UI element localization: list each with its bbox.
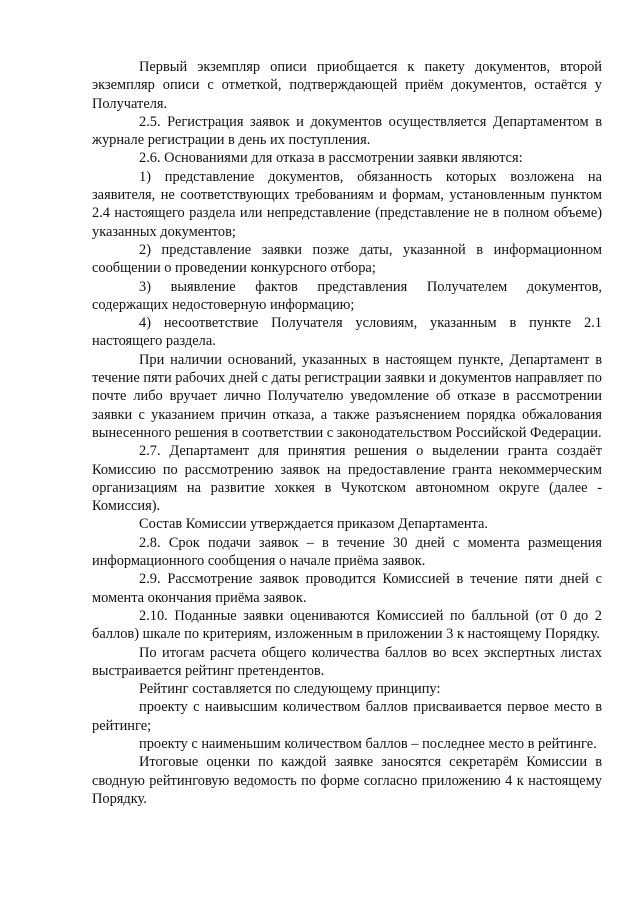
paragraph-inventory-copies: Первый экземпляр описи приобщается к пакету документов, второй экземпляр описи с отметкой, подтверждающей приём документов, остаётся у Получателя. [92,59,602,112]
paragraph-2-9: 2.9. Рассмотрение заявок проводится Комиссией в течение пяти дней с момента окончания приёма заявок. [92,571,602,606]
list-item-refusal-4: 4) несоответствие Получателя условиям, указанным в пункте 2.1 настоящего раздела. [92,315,602,350]
list-item-refusal-2: 2) представление заявки позже даты, указанной в информационном сообщении о проведении конкурсного отбора; [92,241,602,277]
paragraph-2-10: 2.10. Поданные заявки оцениваются Комиссией по балльной (от 0 до 2 баллов) шкале по критериям, изложенным в приложении 3 к настоящему Порядку. [92,607,602,643]
paragraph-2-7: 2.7. Департамент для принятия решения о выделении гранта создаёт Комиссию по рассмотрению заявок на предоставление гранта некоммерческим организациям на развитие хоккея в Чукотском автономном округе (далее - Комиссия). [92,443,602,515]
paragraph-2-5: 2.5. Регистрация заявок и документов осуществляется Департаментом в журнале регистрации в день их поступления. [92,113,602,149]
list-item-refusal-3: 3) выявление фактов представления Получателем документов, содержащих недостоверную информацию; [92,278,602,313]
paragraph-2-6: 2.6. Основаниями для отказа в рассмотрении заявки являются: [139,150,523,167]
paragraph-rating-build: По итогам расчета общего количества баллов во всех экспертных листах выстраивается рейтинг претендентов. [92,644,602,679]
list-item-rating-last: проекту с наименьшим количеством баллов – последнее место в рейтинге. [139,735,597,752]
paragraph-rating-principle: Рейтинг составляется по следующему принципу: [139,681,441,698]
paragraph-refusal-notice: При наличии оснований, указанных в настоящем пункте, Департамент в течение пяти рабочих дней с даты регистрации заявки и документов направляет по почте либо вручает лично Получателю уведомление об отказе в рассмотрении заявки с указанием причин отказа, а также разъяснением порядка обжалования вынесенного решения в соответствии с законодательством Российской Федерации. [92,351,602,441]
paragraph-commission-composition: Состав Комиссии утверждается приказом Департамента. [139,516,489,533]
paragraph-2-8: 2.8. Срок подачи заявок – в течение 30 дней с момента размещения информационного сообщения о начале приёма заявок. [92,534,602,570]
list-item-refusal-1: 1) представление документов, обязанность которых возложена на заявителя, не соответствующих требованиям и формам, установленным пунктом 2.4 настоящего раздела или непредставление (представление не в полном объеме) указанных документов; [92,168,602,240]
list-item-rating-first: проекту с наивысшим количеством баллов присваивается первое место в рейтинге; [92,699,602,734]
paragraph-final-scores: Итоговые оценки по каждой заявке заносятся секретарём Комиссии в сводную рейтинговую ведомость по форме согласно приложению 4 к настоящему Порядку. [92,754,602,807]
document-body [92,58,602,808]
